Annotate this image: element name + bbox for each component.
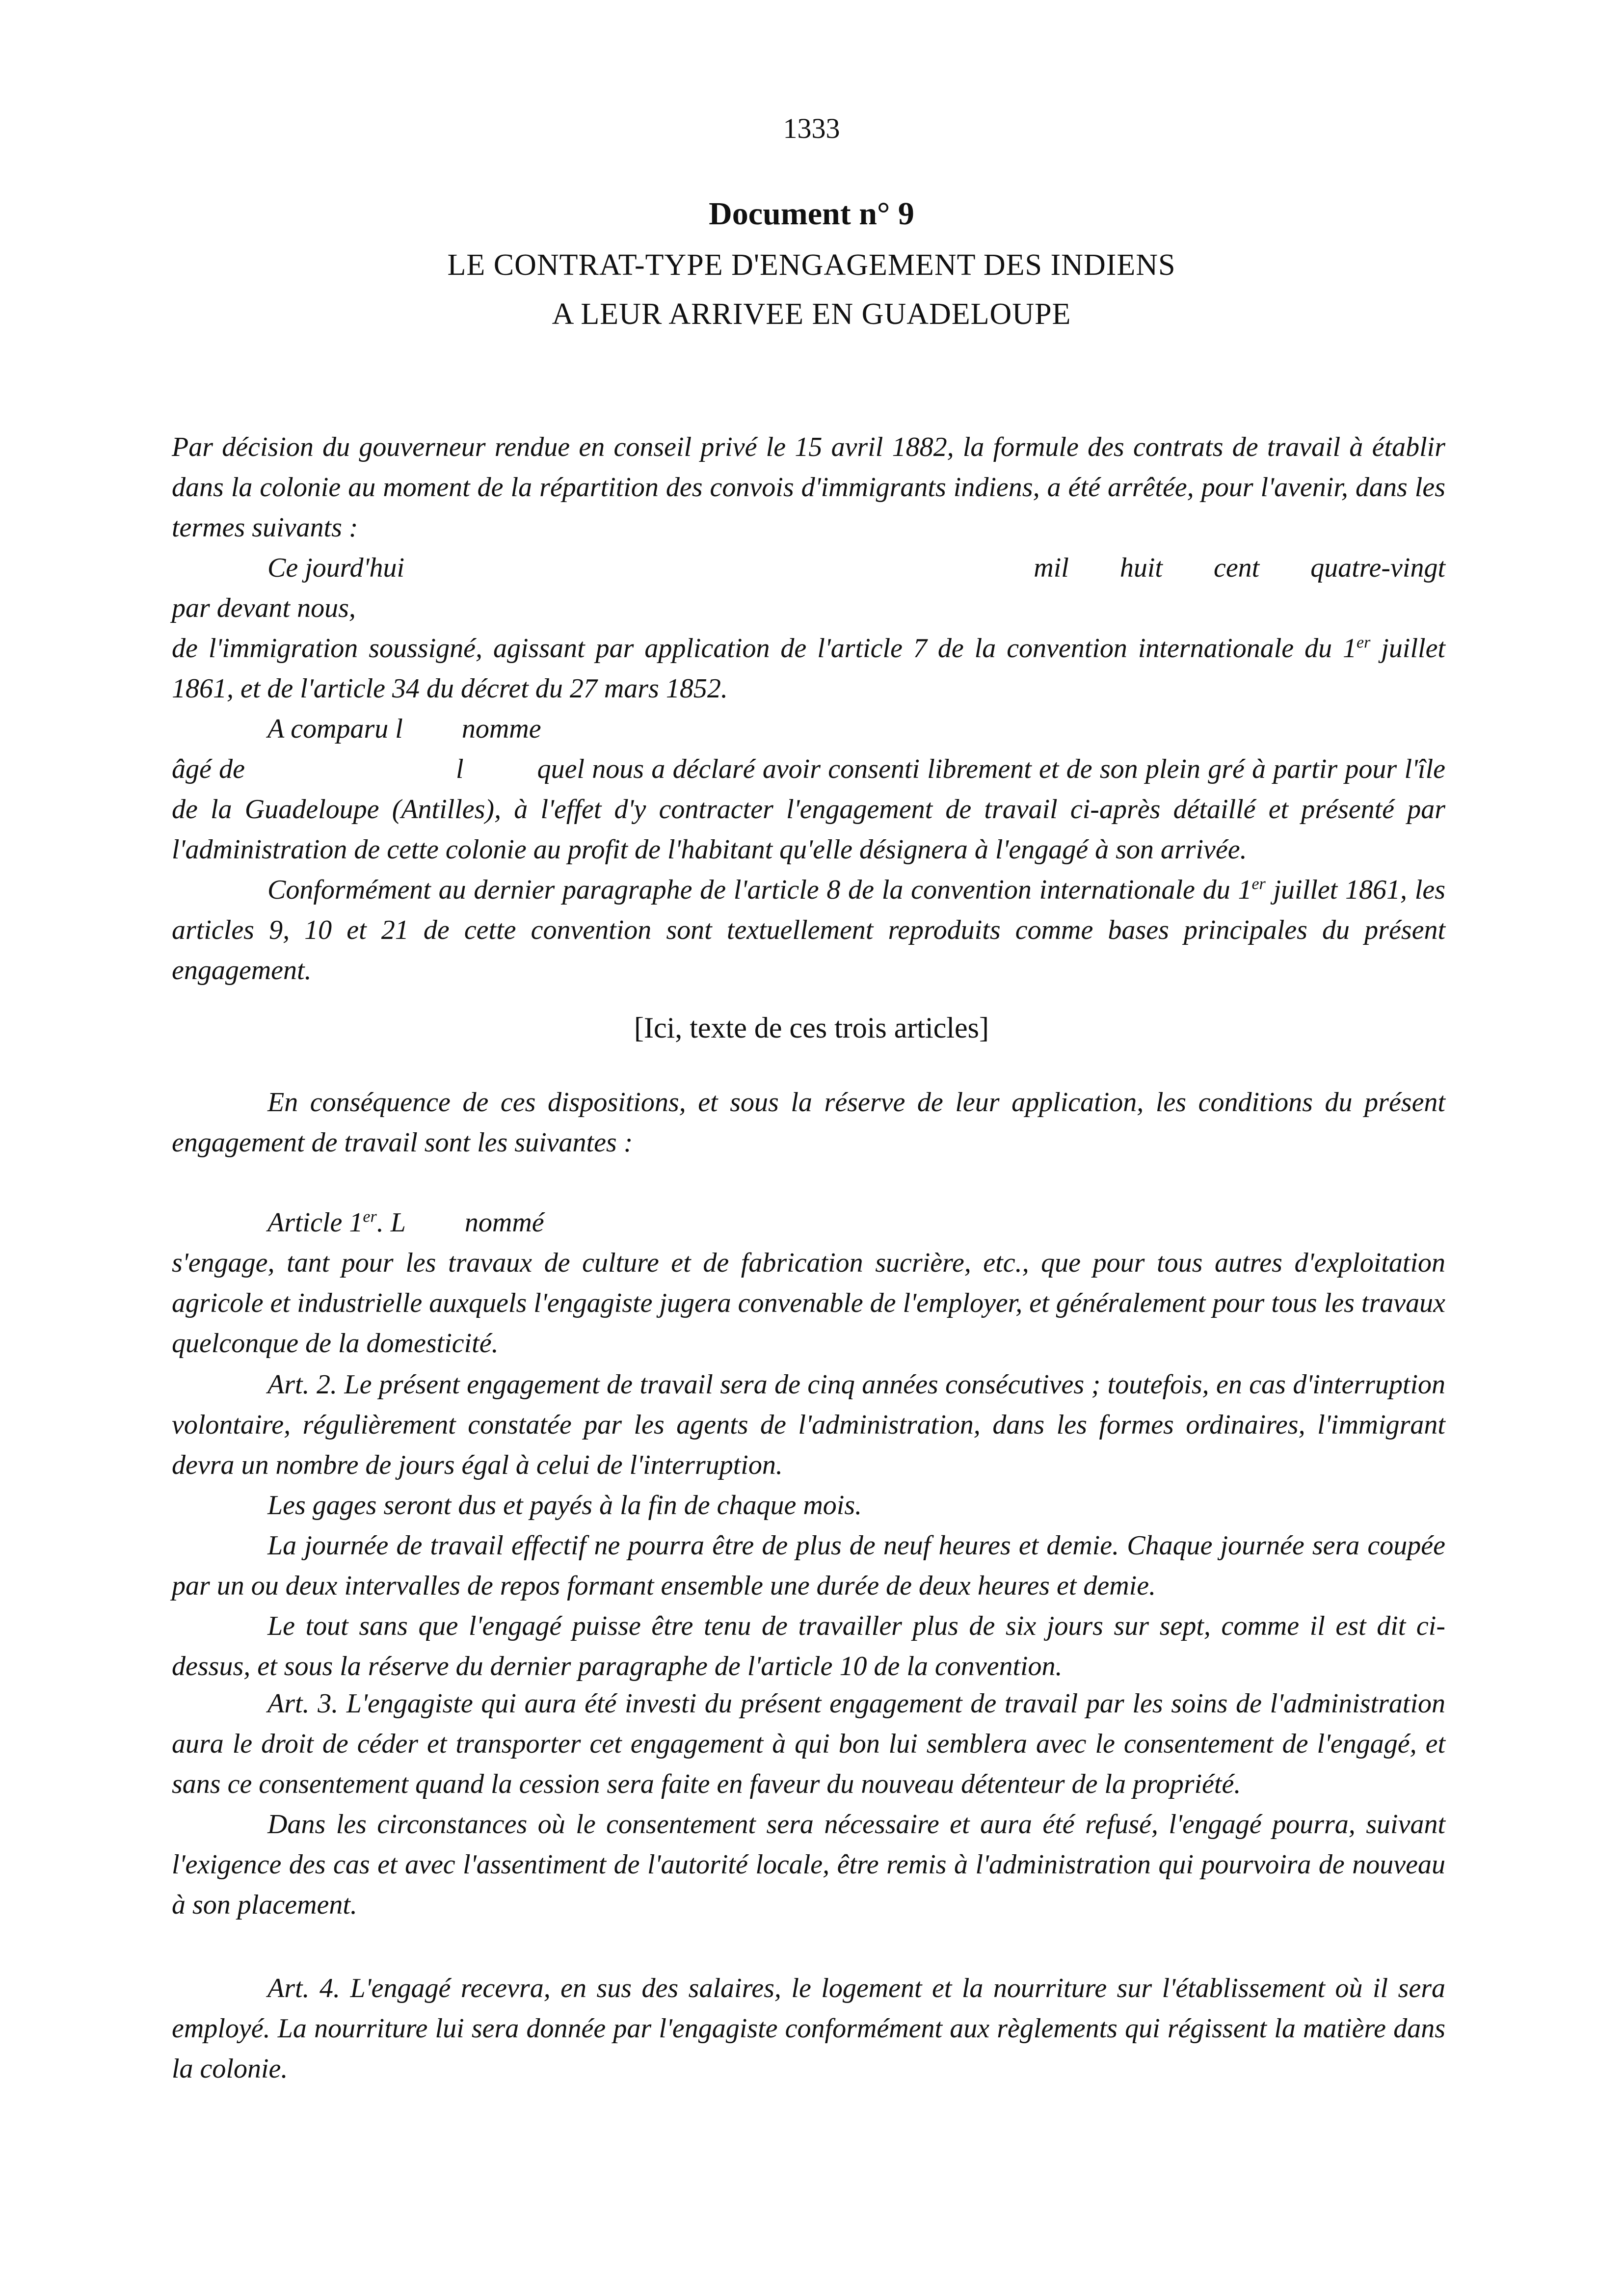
article-2-paragraph-1: Art. 2. Le présent engagement de travail sera de cinq années consécutives ; toutefois, en cas d'interruption volontaire, régulièrement constatée par les agents de l'administration, dans les formes ordinaires, l'immigrant devra un nombre de jours égal à celui de l'interruption. [172,1369,1445,1480]
article-4-block [172,1968,1445,2089]
article-4-paragraph-1: Art. 4. L'engagé recevra, en sus des salaires, le logement et la nourriture sur l'établissement où il sera employé. La nourriture lui sera donnée par l'engagiste conformément aux règlements qui régissent la matière dans la colonie. [172,1973,1445,2084]
article-1-text: s'engage, tant pour les travaux de culture et de fabrication sucrière, etc., que pour tous autres d'exploitation agricole et industrielle auxquels l'engagiste jugera convenable de l'employer, et généralement pour tous les travaux quelconque de la domesticité. [172,1248,1445,1359]
article-1-heading [172,1202,1445,1243]
article-2-block [172,1364,1445,1686]
par-devant: par devant nous, [172,593,356,623]
quel-text: quel nous a déclaré avoir consenti librement et de son plein gré à partir pour l'île de la Guadeloupe (Antilles), à l'effet d'y contracter l'engagement de travail ci-après détaillé et présenté par l'administration de cette colonie au profit de l'habitant qu'elle désignera à l'engagé à son arrivée. [172,754,1445,865]
article-2-paragraph-4: Le tout sans que l'engagé puisse être tenu de travailler plus de six jours sur sept, comme il est dit ci-dessus, et sous la réserve du dernier paragraphe de l'article 10 de la convention. [172,1611,1445,1682]
quel-paragraph [172,749,1445,870]
age-de: âgé de [172,754,245,784]
intro-paragraph: Par décision du gouverneur rendue en conseil privé le 15 avril 1882, la formule des contrats de travail à établir dans la colonie au moment de la répartition des convois d'immigrants indiens, a été arrêtée, pour l'avenir, dans les termes suivants : [172,432,1445,543]
immigration-end: juillet 1861, et de l'article 34 du décret du 27 mars 1852. [172,633,1445,704]
immigration-sup: er [1357,633,1371,652]
l-letter: l [456,754,464,784]
ici-texte-heading: [Ici, texte de ces trois articles] [634,1012,989,1044]
quatre-vingt-word: quatre-vingt [1310,553,1445,583]
a-comparu: A comparu l [267,714,403,744]
nomme-word: nomme [461,714,541,744]
comparu-line [172,709,1445,749]
immigration-text: de l'immigration soussigné, agissant par application de l'article 7 de la convention internationale du 1 [172,633,1357,664]
article-1-l: . L [376,1207,406,1238]
title-line-1: LE CONTRAT-TYPE D'ENGAGEMENT DES INDIENS [447,248,1176,282]
conformement-sup: er [1251,875,1266,893]
conformement-paragraph [172,870,1445,990]
article-3-paragraph-1: Art. 3. L'engagiste qui aura été investi du présent engagement de travail par les soins de l'administration aura le droit de céder et transporter cet engagement à qui bon lui semblera avec le consentement de l'engagé, et sans ce consentement quand la cession sera faite en faveur du nouveau détenteur de la propriété. [172,1688,1445,1799]
mil-word: mil [1034,553,1069,583]
article-1-block [172,1202,1445,1363]
page-number: 1333 [783,112,840,144]
article-3-paragraph-2: Dans les circonstances où le consentement sera nécessaire et aura été refusé, l'engagé pourra, suivant l'exigence des cas et avec l'assentiment de l'autorité locale, être remis à l'administration qui pourvoira de nouveau à son placement. [172,1809,1445,1920]
conformement-text: Conformément au dernier paragraphe de l'article 8 de la convention internationale du 1 [267,875,1252,905]
document-label: Document n° 9 [709,196,914,232]
article-1-nomme: nommé [464,1207,544,1238]
article-2-paragraph-3: La journée de travail effectif ne pourra être de plus de neuf heures et demie. Chaque journée sera coupée par un ou deux intervalles de repos formant ensemble une durée de deux heures et demie. [172,1530,1445,1601]
article-2-paragraph-2: Les gages seront dus et payés à la fin de chaque mois. [267,1490,862,1521]
consequence-block [172,1082,1445,1163]
date-line [172,548,1445,588]
title-line-2: A LEUR ARRIVEE EN GUADELOUPE [552,297,1071,331]
ce-jourdhui: Ce jourd'hui [267,553,405,583]
article-1-sup: er [363,1207,377,1226]
huit-word: huit [1119,553,1163,583]
consequence-paragraph: En conséquence de ces dispositions, et sous la réserve de leur application, les conditions du présent engagement de travail sont les suivantes : [172,1087,1445,1158]
immigration-paragraph [172,628,1445,709]
article-1-label: Article 1 [267,1207,363,1238]
intro-block [172,427,1445,990]
date-words [989,548,1445,588]
conformement-end: juillet 1861, les articles 9, 10 et 21 de cette convention sont textuellement reproduits comme bases principales du présent engagement. [172,875,1445,986]
article-3-block [172,1683,1445,1925]
cent-word: cent [1213,553,1260,583]
